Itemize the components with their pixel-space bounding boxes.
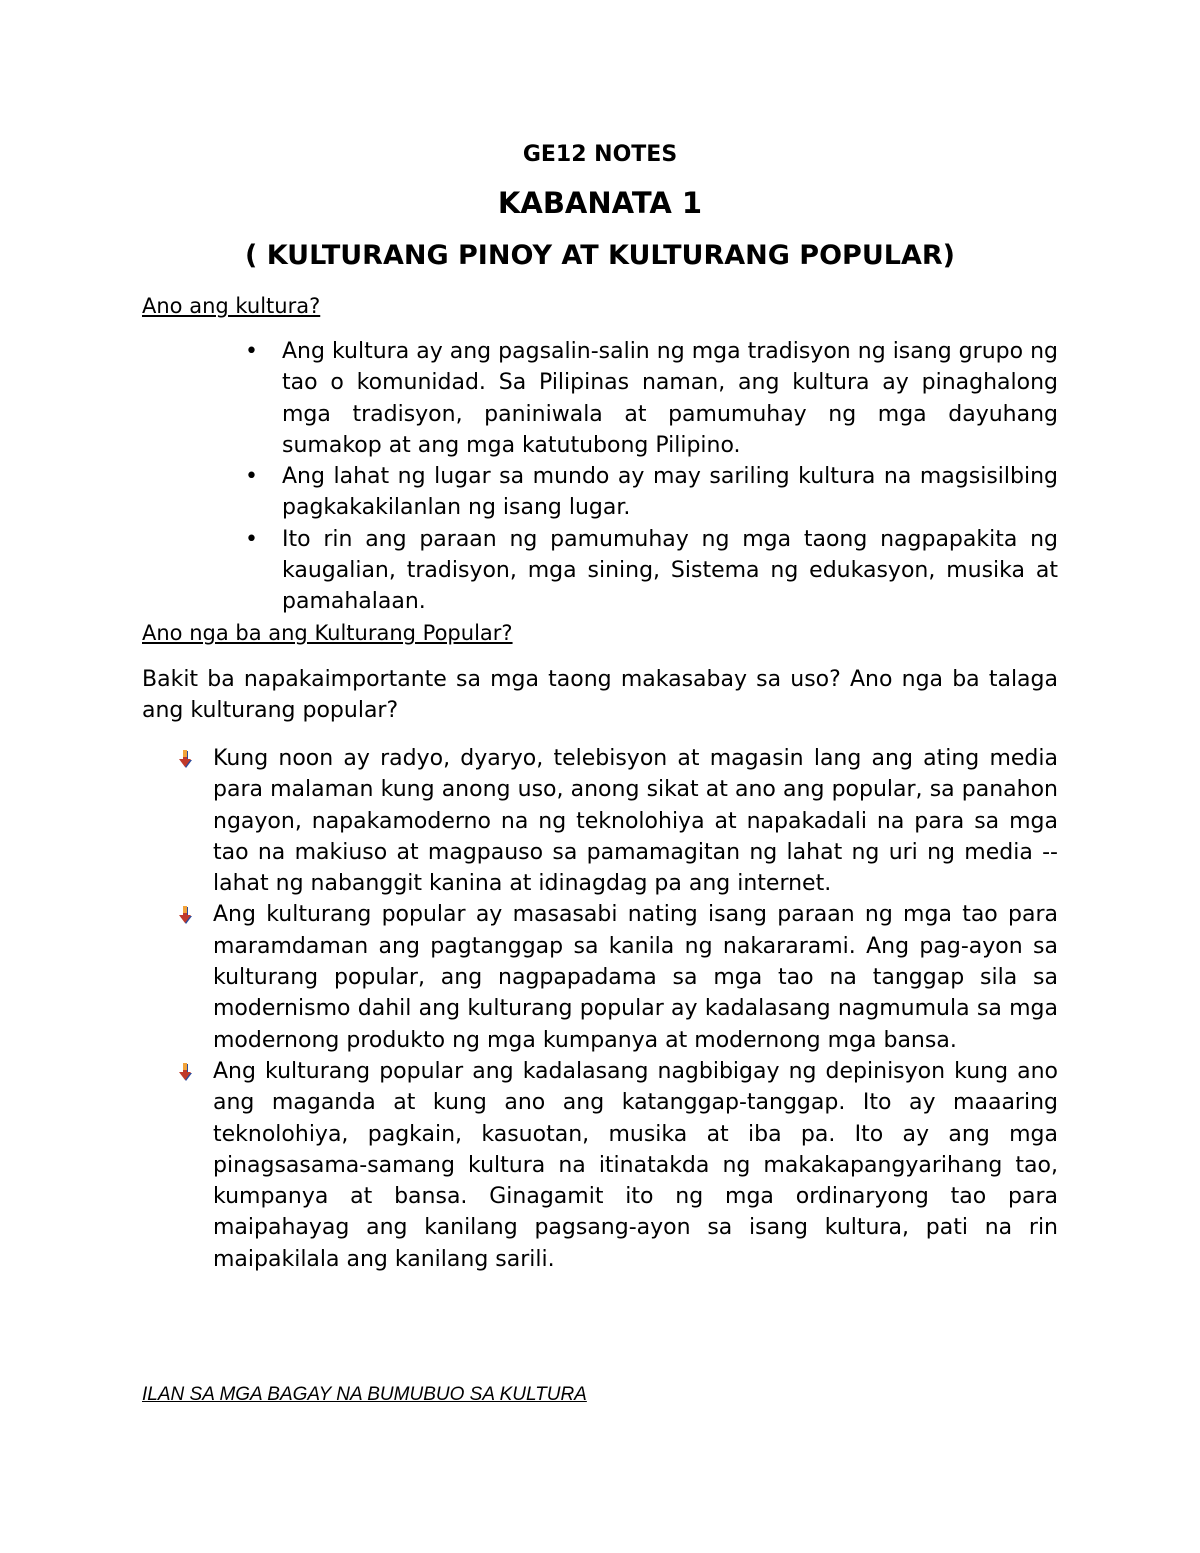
- list-item: [142, 336, 1058, 461]
- section-kulturang-popular-list: [142, 743, 1058, 1275]
- list-item-text: Kung noon ay radyo, dyaryo, telebisyon at magasin lang ang ating media para malaman kung anong uso, anong sikat at ano ang popular, sa panahon ngayon, napakamoderno na ng teknolohiya at napakadali na para sa mga tao na makiuso at magpauso sa pamamagitan ng lahat ng uri ng media --lahat ng nabanggit kanina at idinagdag pa ang internet.: [213, 746, 1058, 897]
- bullet-icon: •: [245, 526, 258, 552]
- arrow-list: [142, 743, 1058, 1275]
- section-heading-bumubuo: ILAN SA MGA BAGAY NA BUMUBUO SA KULTURA: [142, 1384, 587, 1405]
- arrow-down-icon: [178, 1063, 192, 1081]
- list-item-text: Ang lahat ng lugar sa mundo ay may sariling kultura na magsisilbing pagkakakilanlan ng isang lugar.: [282, 464, 1058, 521]
- list-item: [142, 524, 1058, 618]
- arrow-down-icon: [178, 906, 192, 924]
- section-heading-kultura: Ano ang kultura?: [142, 294, 321, 318]
- list-item: [142, 743, 1058, 899]
- bullet-list: [142, 336, 1058, 618]
- course-title: GE12 NOTES: [522, 142, 678, 167]
- arrow-down-icon: [178, 750, 192, 768]
- list-item: [142, 1056, 1058, 1275]
- list-item-text: Ang kulturang popular ay masasabi nating isang paraan ng mga tao para maramdaman ang pagtanggap sa kanila ng nakararami. Ang pag-ayon sa kulturang popular, ang nagpapadama sa mga tao na tanggap sila sa modernismo dahil ang kulturang popular ay kadalasang nagmumula sa mga modernong produkto ng mga kumpanya at modernong mga bansa.: [213, 902, 1058, 1053]
- bullet-icon: •: [245, 339, 258, 364]
- intro-paragraph: Bakit ba napakaimportante sa mga taong makasabay sa uso? Ano nga ba talaga ang kulturang popular?: [142, 667, 1058, 724]
- list-item-text: Ang kultura ay ang pagsalin-salin ng mga tradisyon ng isang grupo ng tao o komunidad. Sa Pilipinas naman, ang kultura ay pinaghalong mga tradisyon, paniniwala at pamumuhay ng mga dayuhang sumakop at ang mga katutubong Pilipino.: [282, 339, 1058, 458]
- list-item-text: Ang kulturang popular ang kadalasang nagbibigay ng depinisyon kung ano ang maganda at kung ano ang katanggap-tanggap. Ito ay maaaring teknolohiya, pagkain, kasuotan, musika at iba pa. Ito ay ang mga pinagsasama-samang kultura na itinatakda ng makakapangyarihang tao, kumpanya at bansa. Ginagamit ito ng mga ordinaryong tao para maipahayag ang kanilang pagsang-ayon sa isang kultura, pati na rin maipakilala ang kanilang sarili.: [213, 1058, 1058, 1272]
- list-item: [142, 461, 1058, 524]
- section-kultura-list: [142, 336, 1058, 618]
- section-heading-kulturang-popular: Ano nga ba ang Kulturang Popular?: [142, 621, 513, 645]
- list-item-text: Ito rin ang paraan ng pamumuhay ng mga taong nagpapakita ng kaugalian, tradisyon, mga sining, Sistema ng edukasyon, musika at pamahalaan.: [282, 526, 1058, 615]
- chapter-subtitle: ( KULTURANG PINOY AT KULTURANG POPULAR): [244, 240, 955, 271]
- chapter-title: KABANATA 1: [497, 186, 703, 220]
- bullet-icon: •: [245, 464, 258, 490]
- list-item: [142, 899, 1058, 1055]
